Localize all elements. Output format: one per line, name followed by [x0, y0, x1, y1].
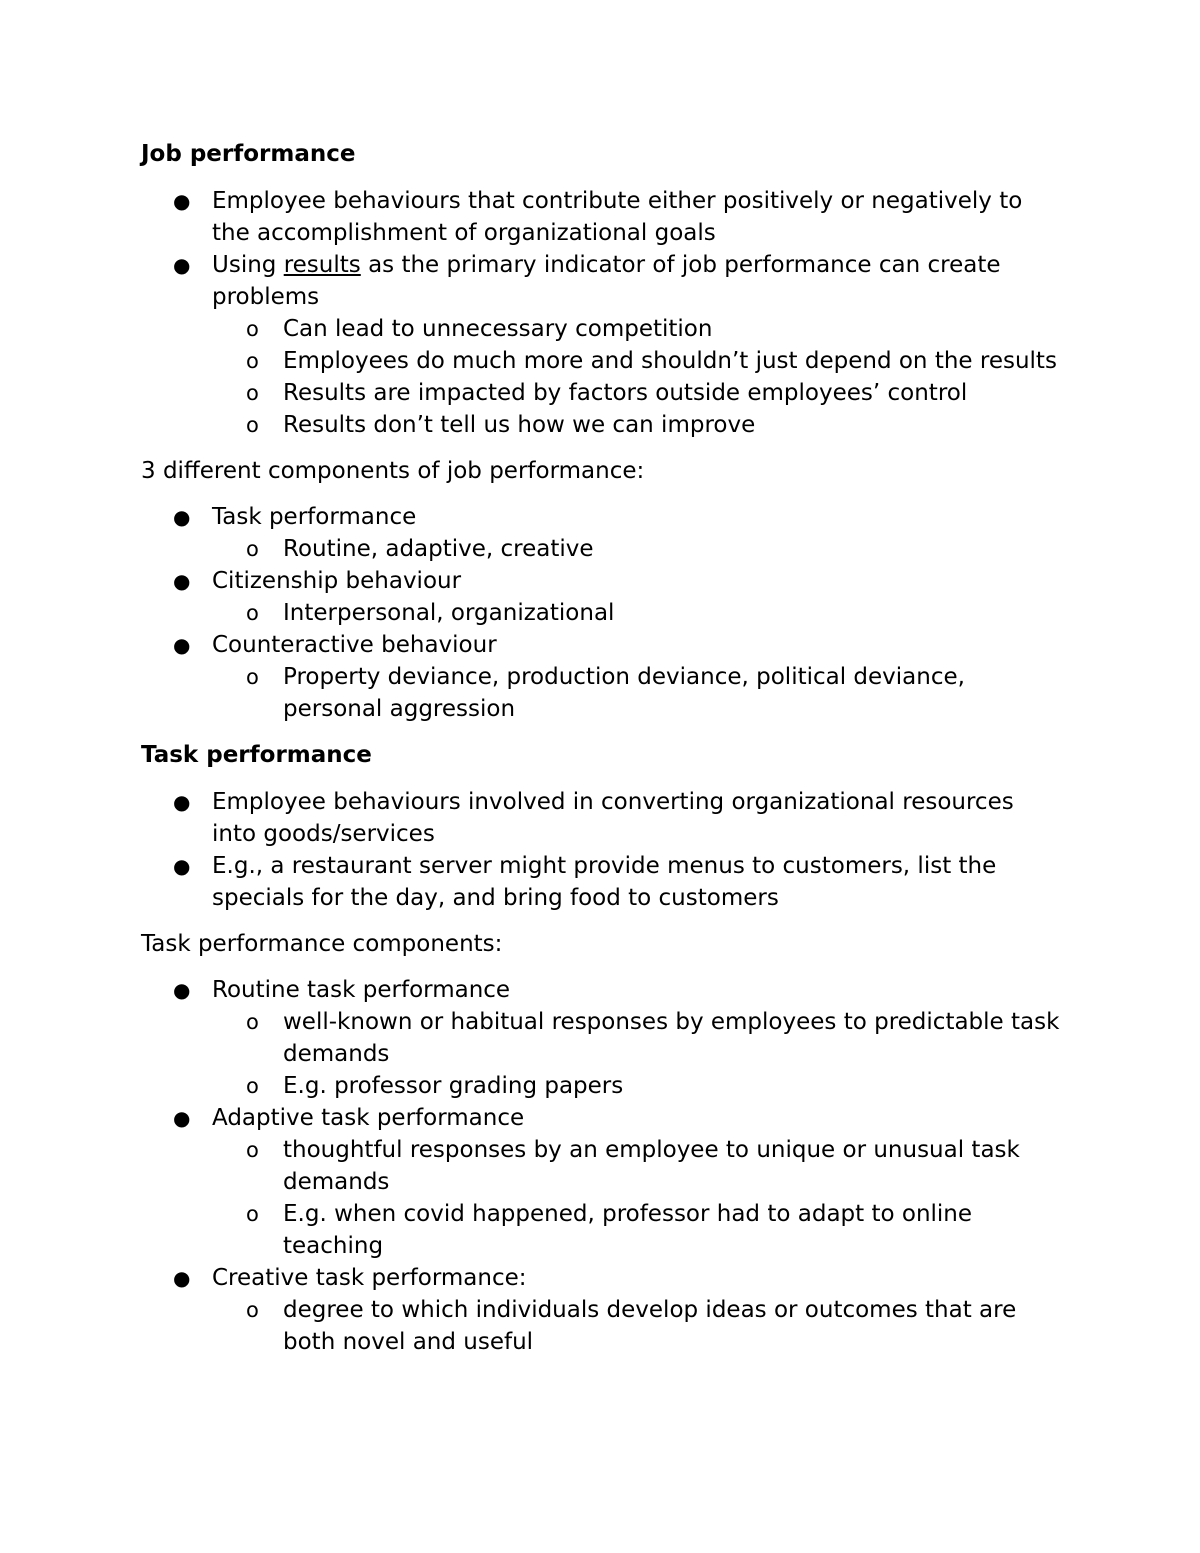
list-item-text: [212, 252, 1001, 310]
sub-bullet-list: [212, 533, 1061, 565]
sub-bullet-list: [212, 313, 1061, 441]
circle-bullet-icon: o: [246, 601, 259, 625]
bullet-list: [141, 185, 1061, 441]
circle-bullet-icon: o: [246, 413, 259, 437]
bullet-icon: ●: [173, 1106, 191, 1130]
bullet-icon: ●: [173, 978, 191, 1002]
heading-job-performance: Job performance: [141, 141, 356, 167]
underlined-text: results: [283, 252, 361, 278]
sub-list-item: [212, 313, 1061, 345]
heading-task-performance: Task performance: [141, 742, 372, 768]
sub-list-item-text: Results don’t tell us how we can improve: [283, 412, 756, 438]
bullet-icon: ●: [173, 1266, 191, 1290]
sub-list-item-text: Interpersonal, organizational: [283, 600, 615, 626]
sub-bullet-list: [212, 1294, 1061, 1358]
sub-list-item-text: Property deviance, production deviance, political deviance, personal aggression: [283, 664, 965, 722]
bullet-icon: ●: [173, 569, 191, 593]
list-item: [141, 249, 1061, 441]
list-item-text: Citizenship behaviour: [212, 568, 462, 594]
sub-list-item: [212, 597, 1061, 629]
sub-list-item: [212, 1294, 1061, 1358]
sub-list-item-text: E.g. professor grading papers: [283, 1073, 624, 1099]
sub-list-item: [212, 409, 1061, 441]
text-before: Using: [212, 252, 284, 278]
sub-list-item-text: Can lead to unnecessary competition: [283, 316, 713, 342]
bullet-list: [141, 786, 1061, 914]
list-item: [141, 565, 1061, 629]
circle-bullet-icon: o: [246, 317, 259, 341]
sub-list-item: [212, 661, 1061, 725]
sub-list-item: [212, 345, 1061, 377]
sub-list-item-text: Results are impacted by factors outside employees’ control: [283, 380, 968, 406]
bullet-icon: ●: [173, 505, 191, 529]
paragraph-components: 3 different components of job performance:: [141, 458, 645, 484]
bullet-list: [141, 501, 1061, 725]
list-item-text: E.g., a restaurant server might provide menus to customers, list the specials for the day, and bring food to customers: [212, 853, 997, 911]
sub-list-item-text: E.g. when covid happened, professor had to adapt to online teaching: [283, 1201, 973, 1259]
list-item: [141, 974, 1061, 1102]
sub-list-item: [212, 1198, 1061, 1262]
sub-bullet-list: [212, 661, 1061, 725]
sub-bullet-list: [212, 1134, 1061, 1262]
list-item-text: Employee behaviours involved in converting organizational resources into goods/services: [212, 789, 1014, 847]
bullet-icon: ●: [173, 854, 191, 878]
list-item: [141, 185, 1061, 249]
list-item: [141, 1262, 1061, 1358]
sub-bullet-list: [212, 597, 1061, 629]
sub-bullet-list: [212, 1006, 1061, 1102]
bullet-icon: ●: [173, 633, 191, 657]
list-item-text: Adaptive task performance: [212, 1105, 525, 1131]
list-item: [141, 501, 1061, 565]
sub-list-item-text: thoughtful responses by an employee to unique or unusual task demands: [283, 1137, 1020, 1195]
circle-bullet-icon: o: [246, 537, 259, 561]
list-item: [141, 1102, 1061, 1262]
sub-list-item: [212, 1134, 1061, 1198]
list-item: [141, 629, 1061, 725]
sub-list-item-text: well-known or habitual responses by employees to predictable task demands: [283, 1009, 1060, 1067]
text-after: as the primary indicator of job performance can create problems: [212, 252, 1001, 310]
sub-list-item-text: Routine, adaptive, creative: [283, 536, 594, 562]
bullet-icon: ●: [173, 253, 191, 277]
sub-list-item: [212, 377, 1061, 409]
paragraph-task-components: Task performance components:: [141, 931, 503, 957]
bullet-icon: ●: [173, 189, 191, 213]
list-item-text: Creative task performance:: [212, 1265, 527, 1291]
list-item-text: Employee behaviours that contribute either positively or negatively to the accomplishment of organizational goals: [212, 188, 1023, 246]
sub-list-item-text: degree to which individuals develop ideas or outcomes that are both novel and useful: [283, 1297, 1017, 1355]
list-item: [141, 850, 1061, 914]
list-item-text: Counteractive behaviour: [212, 632, 497, 658]
sub-list-item: [212, 1070, 1061, 1102]
sub-list-item: [212, 533, 1061, 565]
circle-bullet-icon: o: [246, 1010, 259, 1034]
document-content: [141, 138, 1061, 1372]
list-item-text: Routine task performance: [212, 977, 511, 1003]
circle-bullet-icon: o: [246, 1298, 259, 1322]
bullet-icon: ●: [173, 790, 191, 814]
list-item: [141, 786, 1061, 850]
circle-bullet-icon: o: [246, 1074, 259, 1098]
sub-list-item-text: Employees do much more and shouldn’t just depend on the results: [283, 348, 1057, 374]
circle-bullet-icon: o: [246, 349, 259, 373]
bullet-list: [141, 974, 1061, 1358]
sub-list-item: [212, 1006, 1061, 1070]
circle-bullet-icon: o: [246, 1138, 259, 1162]
list-item-text: Task performance: [212, 504, 417, 530]
circle-bullet-icon: o: [246, 381, 259, 405]
circle-bullet-icon: o: [246, 1202, 259, 1226]
circle-bullet-icon: o: [246, 665, 259, 689]
